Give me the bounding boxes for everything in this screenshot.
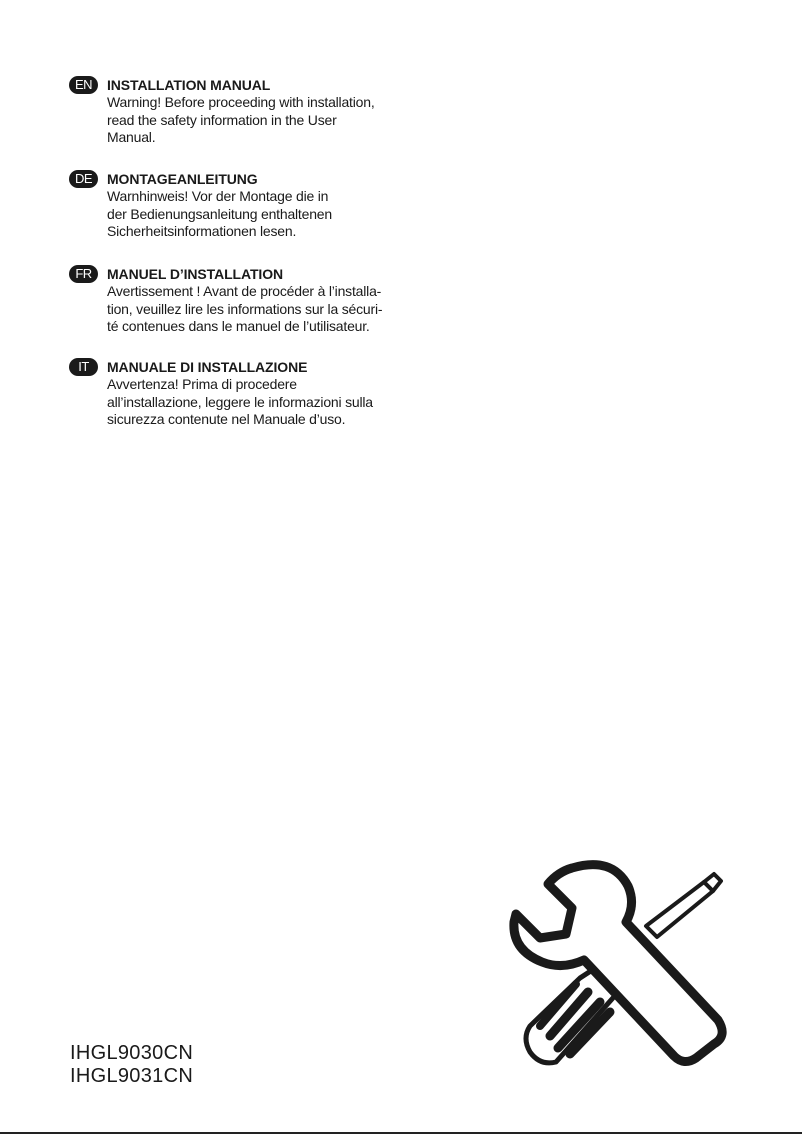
- model-numbers: [70, 1042, 193, 1088]
- model-number: IHGL9031CN: [70, 1065, 194, 1087]
- section-title-fr: MANUEL D’INSTALLATION: [107, 266, 283, 282]
- section-de: [69, 170, 399, 241]
- bottom-divider: [0, 1132, 802, 1134]
- model-number: IHGL9030CN: [70, 1042, 194, 1064]
- section-en: [69, 76, 399, 147]
- section-fr: [69, 265, 399, 336]
- section-text-fr: Avertissement ! Avant de procéder à l’installa- tion, veuillez lire les informations sur la sécuri- té contenues dans le manuel de l’utilisateur.: [107, 283, 383, 334]
- section-title-de: MONTAGEANLEITUNG: [107, 171, 258, 187]
- section-de-header: [69, 170, 399, 188]
- section-title-it: MANUALE DI INSTALLAZIONE: [107, 359, 308, 375]
- language-badge-de: DE: [69, 170, 98, 188]
- section-text-it: Avvertenza! Prima di procedere all’installazione, leggere le informazioni sulla sicurezza contenute nel Manuale d’uso.: [107, 376, 373, 427]
- section-it: [69, 358, 399, 429]
- section-fr-header: [69, 265, 399, 283]
- section-en-header: [69, 76, 399, 94]
- language-badge-en: EN: [69, 76, 98, 94]
- language-badge-it: IT: [69, 358, 98, 376]
- language-badge-fr: FR: [69, 265, 98, 283]
- section-title-en: INSTALLATION MANUAL: [107, 77, 271, 93]
- section-it-header: [69, 358, 399, 376]
- section-text-en: Warning! Before proceeding with installation, read the safety information in the User Manual.: [107, 94, 375, 145]
- wrench-screwdriver-icon: [500, 860, 740, 1090]
- section-text-de: Warnhinweis! Vor der Montage die in der Bedienungsanleitung enthaltenen Sicherheitsinformationen lesen.: [107, 188, 332, 239]
